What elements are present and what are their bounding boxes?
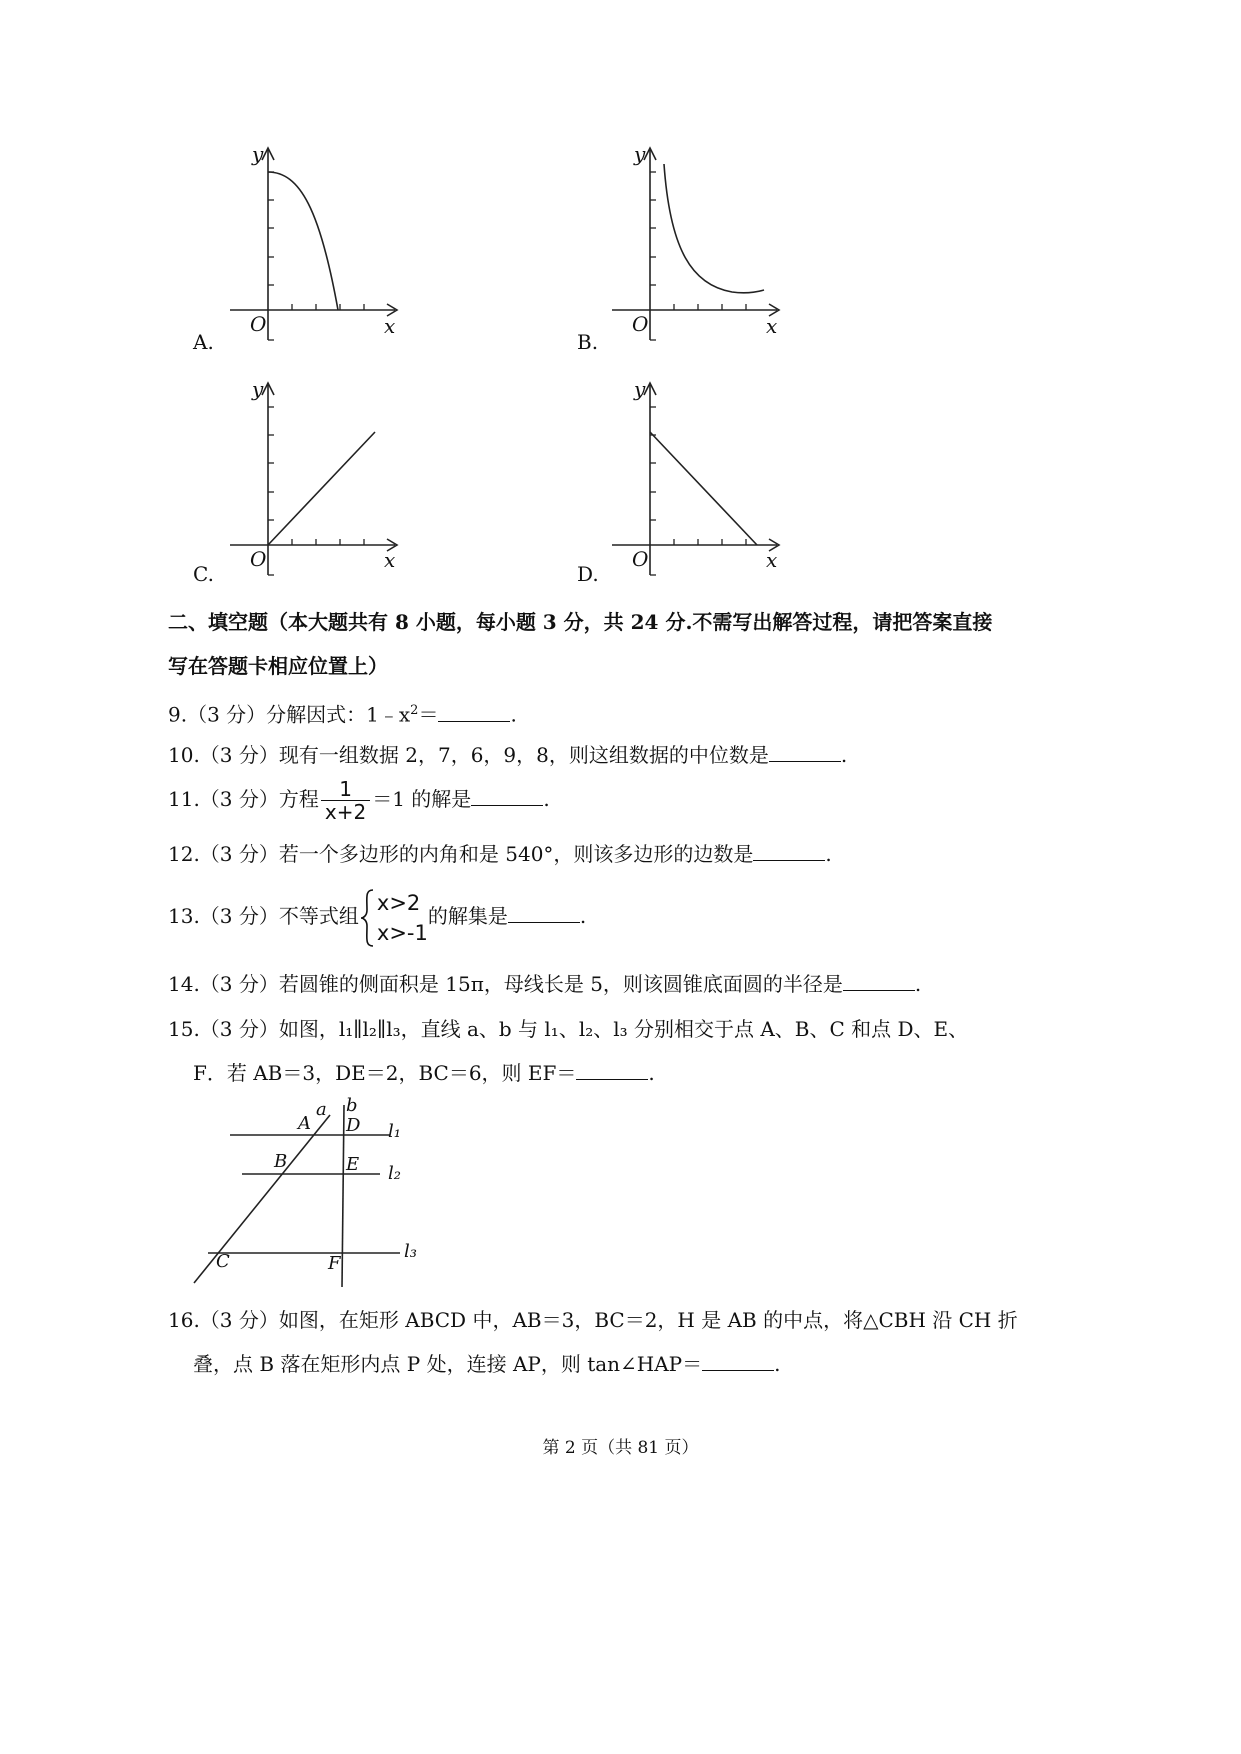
question-12 — [168, 840, 832, 868]
q13-inequality-system — [359, 888, 428, 948]
question-15-line1: 15.（3 分）如图，l₁∥l₂∥l₃，直线 a、b 与 l₁、l₂、l₃ 分别相交于点 A、B、C 和点 D、E、 — [168, 1017, 969, 1041]
page-footer: 第 2 页（共 81 页） — [542, 1438, 699, 1458]
option-c-label: C. — [193, 562, 214, 586]
question-16-line2 — [193, 1350, 781, 1378]
q13-row2: x>-1 — [376, 920, 428, 945]
graph-a-origin-label: O — [250, 312, 267, 336]
q13-row1: x>2 — [376, 890, 421, 915]
graph-b-origin-label: O — [632, 312, 649, 336]
q15-label-E: E — [346, 1154, 360, 1175]
q15-label-B: B — [274, 1151, 288, 1172]
q12-text: 12.（3 分）若一个多边形的内角和是 540°，则该多边形的边数是 — [168, 842, 754, 866]
q11-fraction — [321, 778, 370, 823]
graph-d-origin-label: O — [632, 547, 649, 571]
q13-answer-blank[interactable] — [508, 902, 580, 923]
option-b-label: B. — [577, 330, 599, 354]
q11-mid: ＝1 的解是 — [372, 787, 472, 811]
brace-icon — [359, 888, 375, 948]
q11-numerator: 1 — [321, 778, 370, 801]
question-14 — [168, 970, 921, 998]
graph-a-y-label: y — [252, 142, 264, 166]
graph-c-x-label: x — [384, 548, 396, 572]
q14-text: 14.（3 分）若圆锥的侧面积是 15π，母线长是 5，则该圆锥底面圆的半径是 — [168, 972, 843, 996]
q13-end: . — [579, 904, 587, 928]
q12-end: . — [825, 842, 832, 866]
question-16-line1: 16.（3 分）如图，在矩形 ABCD 中，AB＝3，BC＝2，H 是 AB 的中点，将△CBH 沿 CH 折 — [168, 1308, 1018, 1332]
q9-prefix: 9.（3 分）分解因式：1﹣x — [168, 702, 411, 727]
graph-c-y-label: y — [252, 377, 264, 401]
q14-end: . — [914, 972, 922, 996]
q15-label-a: a — [316, 1099, 327, 1120]
q16-answer-blank[interactable] — [702, 1350, 774, 1371]
question-13 — [168, 885, 586, 948]
option-a-label: A. — [193, 330, 214, 354]
section-heading-line2: 写在答题卡相应位置上） — [168, 654, 388, 678]
q15-label-A: A — [298, 1113, 311, 1134]
question-11 — [168, 774, 550, 824]
q16-end: . — [774, 1352, 781, 1376]
question-15-line2 — [193, 1059, 655, 1087]
q9-exponent: 2 — [410, 703, 419, 718]
section-heading-line1: 二、填空题（本大题共有 8 小题，每小题 3 分，共 24 分.不需写出解答过程，请把答案直接 — [168, 610, 993, 634]
q10-text: 10.（3 分）现有一组数据 2，7，6，9，8，则这组数据的中位数是 — [168, 743, 769, 767]
graph-b-x-label: x — [766, 314, 778, 338]
q16-line2-text: 叠，点 B 落在矩形内点 P 处，连接 AP，则 tan∠HAP＝ — [193, 1352, 703, 1376]
q12-answer-blank[interactable] — [753, 840, 825, 861]
q13-mid: 的解集是 — [427, 904, 508, 928]
q11-denominator: x+2 — [324, 800, 367, 824]
q9-answer-blank[interactable] — [438, 701, 510, 722]
q15-label-b: b — [346, 1095, 358, 1116]
q15-answer-blank[interactable] — [576, 1059, 648, 1080]
q15-label-F: F — [328, 1253, 341, 1274]
q15-label-C: C — [216, 1251, 230, 1272]
q15-end: . — [648, 1061, 655, 1085]
option-d-label: D. — [577, 562, 599, 586]
q15-label-l2: l₂ — [388, 1163, 401, 1184]
q9-equals: ＝ — [418, 702, 439, 727]
question-9 — [168, 697, 517, 729]
graph-a-x-label: x — [384, 314, 396, 338]
q13-prefix: 13.（3 分）不等式组 — [168, 904, 359, 928]
q11-answer-blank[interactable] — [471, 785, 543, 806]
q11-end: . — [543, 787, 550, 811]
graph-d-y-label: y — [634, 377, 646, 401]
q15-label-D: D — [346, 1115, 361, 1136]
q9-end: . — [510, 702, 517, 727]
q15-label-l3: l₃ — [404, 1241, 417, 1262]
graph-d-x-label: x — [766, 548, 778, 572]
q14-answer-blank[interactable] — [843, 970, 915, 991]
q10-end: . — [840, 743, 848, 767]
q15-label-l1: l₁ — [388, 1121, 401, 1142]
q10-answer-blank[interactable] — [769, 741, 841, 762]
graph-b-y-label: y — [634, 142, 646, 166]
q11-prefix: 11.（3 分）方程 — [168, 787, 319, 811]
q15-line2-text: F．若 AB＝3，DE＝2，BC＝6，则 EF＝ — [193, 1061, 577, 1085]
graph-c-origin-label: O — [250, 547, 267, 571]
question-10 — [168, 741, 847, 769]
